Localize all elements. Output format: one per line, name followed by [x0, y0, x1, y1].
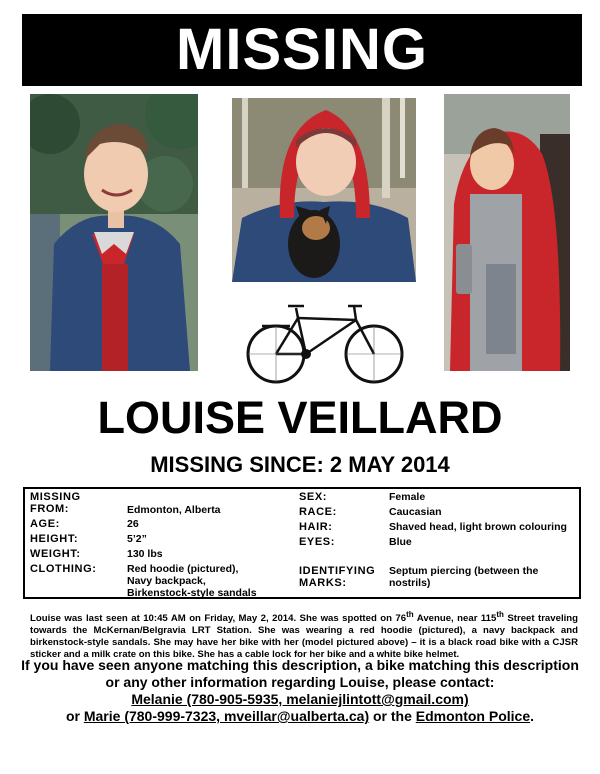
person-name: LOUISE VEILLARD: [97, 392, 503, 443]
race-label: RACE:: [299, 506, 337, 518]
missing-from-label-2: FROM:: [30, 503, 70, 515]
marks-value-2: nostrils): [389, 577, 431, 589]
height-label: HEIGHT:: [30, 533, 79, 545]
marks-label-1: IDENTIFYING: [299, 565, 376, 577]
black-road-bike-image: [244, 296, 406, 386]
clothing-value-2: Navy backpack,: [127, 575, 206, 587]
woman-in-denim-jacket-photo: [30, 94, 198, 371]
description-sup-1: th: [406, 610, 414, 619]
missing-from-label-1: MISSING: [30, 491, 81, 503]
description-text-1: Louise was last seen at 10:45 AM on Friday, May 2, 2014. She was spotted on 76: [30, 613, 407, 625]
clothing-label: CLOTHING:: [30, 563, 97, 575]
description-text-2: Avenue, near 115: [413, 613, 497, 625]
missing-since: MISSING SINCE: 2 MAY 2014: [150, 452, 450, 477]
hair-label: HAIR:: [299, 521, 333, 533]
contact-melanie[interactable]: Melanie (780-905-5935, melaniejlintott@gmail.com): [131, 691, 469, 707]
marks-value-1: Septum piercing (between the: [389, 565, 539, 577]
details-box: [23, 487, 581, 599]
missing-banner: MISSING: [22, 14, 582, 86]
contact-line-1: If you have seen anyone matching this description, a bike matching this description: [21, 657, 579, 673]
clothing-value-3: Birkenstock-style sandals: [127, 587, 257, 599]
hair-value: Shaved head, light brown colouring: [389, 521, 567, 533]
or-text-2: or the: [369, 708, 416, 724]
contact-line-4: [0, 708, 600, 725]
race-value: Caucasian: [389, 506, 442, 518]
woman-in-red-hoodie-photo: [444, 94, 570, 371]
description-paragraph: [30, 609, 578, 661]
eyes-label: EYES:: [299, 536, 336, 548]
description-text-3: Street traveling towards the McKernan/Belgravia LRT Station. She was wearing a red hoodie (pictured), a navy backpack and birkenstock-style sandals. She may have her bike with her (model pictured above) – it is a black road bike with a CJSR sticker and a milk crate on this bike. She has a cable lock for her bike and a white bike helmet.: [30, 613, 578, 661]
contact-police[interactable]: Edmonton Police: [415, 708, 531, 724]
contact-line-2: or any other information regarding Louise, please contact:: [105, 674, 495, 690]
weight-label: WEIGHT:: [30, 548, 81, 560]
weight-value: 130 lbs: [127, 548, 163, 560]
contact-marie[interactable]: Marie (780-999-7323, mveillar@ualberta.ca): [83, 708, 370, 724]
description-sup-2: th: [496, 610, 504, 619]
woman-holding-dog-photo: [232, 98, 416, 282]
sex-value: Female: [389, 491, 426, 503]
age-label: AGE:: [30, 518, 60, 530]
eyes-value: Blue: [389, 536, 412, 548]
contact-end: .: [530, 708, 535, 724]
contact-section: [0, 657, 600, 725]
sex-label: SEX:: [299, 491, 328, 503]
missing-from-value: Edmonton, Alberta: [127, 504, 221, 516]
marks-label-2: MARKS:: [299, 577, 347, 589]
clothing-value-1: Red hoodie (pictured),: [127, 563, 239, 575]
height-value: 5’2”: [127, 533, 147, 545]
or-text-1: or: [65, 708, 84, 724]
age-value: 26: [127, 518, 139, 530]
